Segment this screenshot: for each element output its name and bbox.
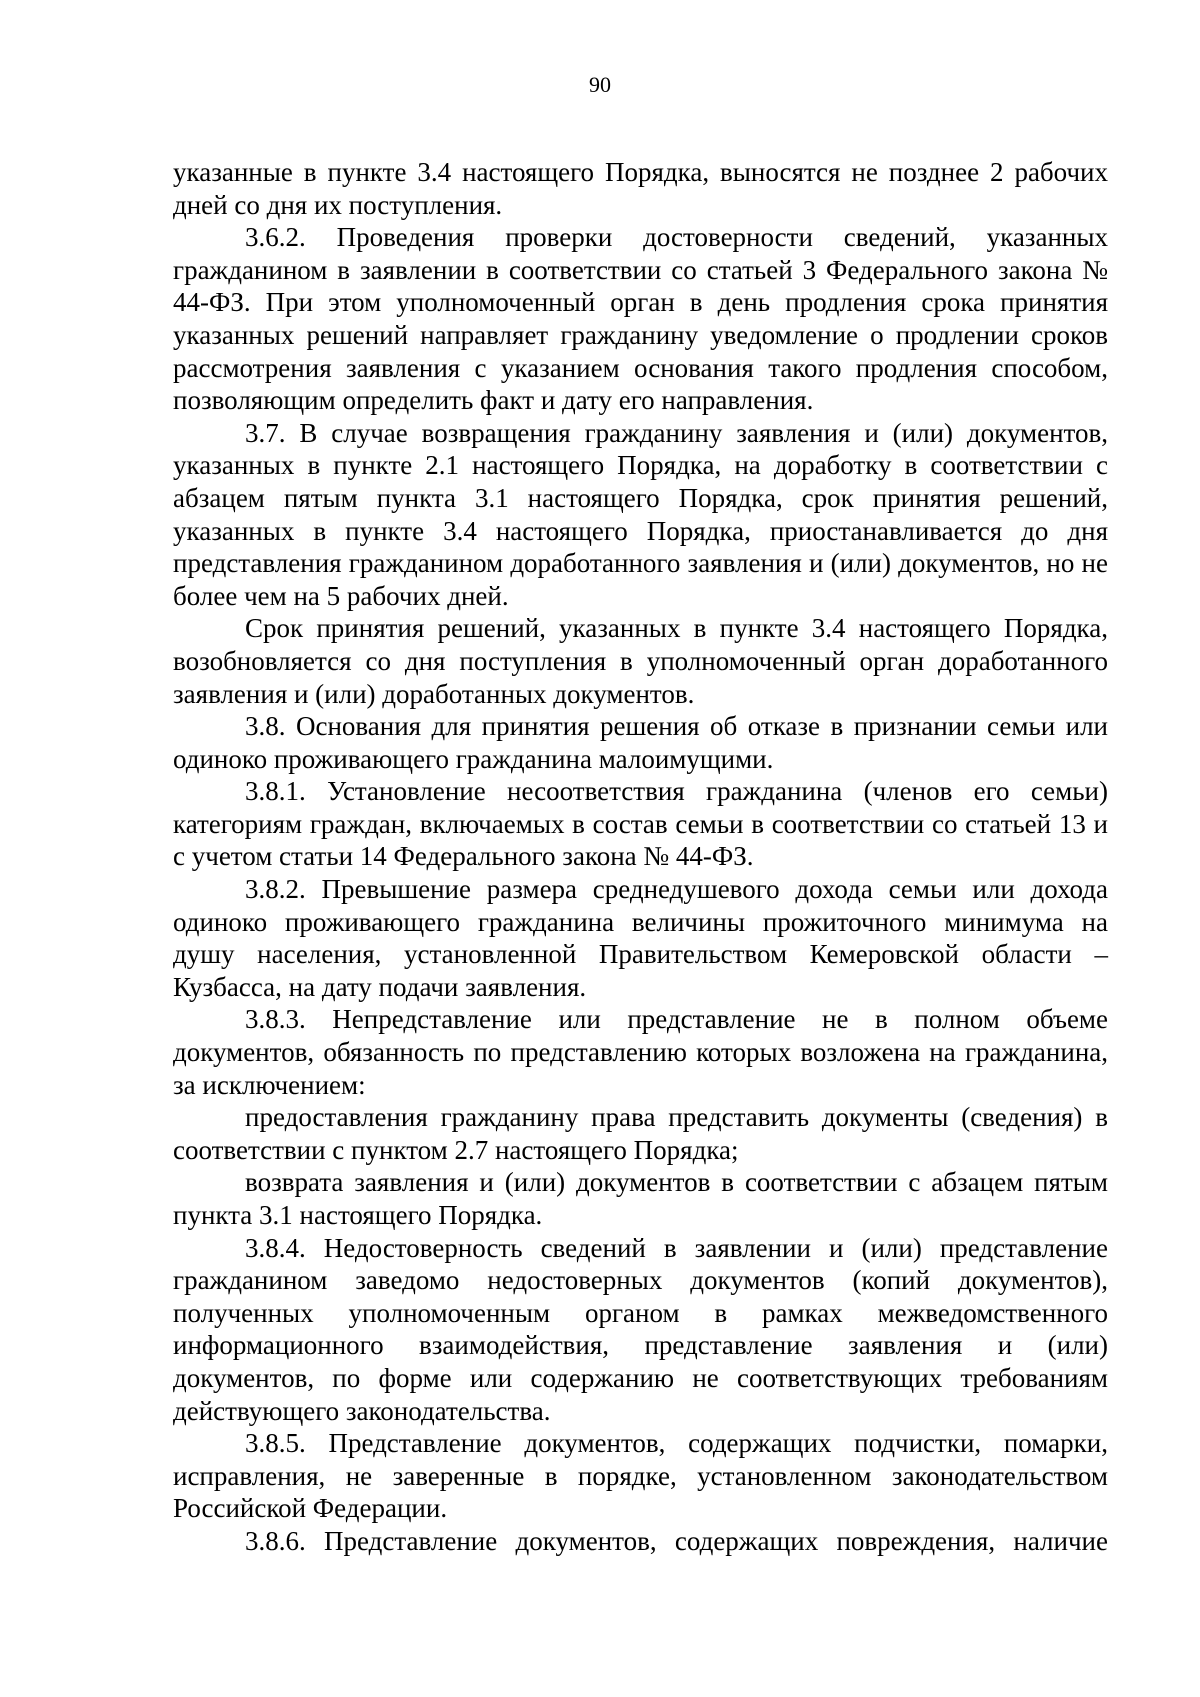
document-body bbox=[173, 156, 1108, 1558]
paragraph-3-8-6: 3.8.6. Представление документов, содержащих повреждения, наличие bbox=[245, 1525, 1108, 1556]
paragraph-3-8-3: 3.8.3. Непредставление или представление не в полном объеме документов, обязанность по представлению которых возложена на гражданина, за исключением: bbox=[173, 1004, 1108, 1100]
paragraph-3-7: 3.7. В случае возвращения гражданину заявления и (или) документов, указанных в пункте 2.1 настоящего Порядка, на доработку в соответствии с абзацем пятым пункта 3.1 настоящего Порядка, срок принятия решений, указанных в пункте 3.4 настоящего Порядка, приостанавливается до дня представления гражданином доработанного заявления и (или) документов, но не более чем на 5 рабочих дней. bbox=[173, 417, 1108, 611]
paragraph-3-8-4: 3.8.4. Недостоверность сведений в заявлении и (или) представление гражданином заведомо недостоверных документов (копий документов), полученных уполномоченным органом в рамках межведомственного информационного взаимодействия, представление заявления и (или) документов, по форме или содержанию не соответствующих требованиям действующего законодательства. bbox=[173, 1232, 1108, 1426]
paragraph-3-8-2: 3.8.2. Превышение размера среднедушевого дохода семьи или дохода одиноко проживающего гражданина величины прожиточного минимума на душу населения, установленной Правительством Кемеровской области – Кузбасса, на дату подачи заявления. bbox=[173, 874, 1108, 1002]
paragraph-3-6-2: 3.6.2. Проведения проверки достоверности сведений, указанных гражданином в заявлении в соответствии со статьей 3 Федерального закона № 44-ФЗ. При этом уполномоченный орган в день продления срока принятия указанных решений направляет гражданину уведомление о продлении сроков рассмотрения заявления с указанием основания такого продления способом, позволяющим определить факт и дату его направления. bbox=[173, 222, 1108, 416]
page-number: 90 bbox=[589, 72, 611, 97]
paragraph-3-8-5: 3.8.5. Представление документов, содержащих подчистки, помарки, исправления, не заверенные в порядке, установленном законодательством Российской Федерации. bbox=[173, 1428, 1108, 1524]
paragraph-3-8-1: 3.8.1. Установление несоответствия гражданина (членов его семьи) категориям граждан, включаемых в состав семьи в соответствии со статьей 13 и с учетом статьи 14 Федерального закона № 44-ФЗ. bbox=[173, 776, 1108, 872]
paragraph-continuation: указанные в пункте 3.4 настоящего Порядка, выносятся не позднее 2 рабочих дней со дня их поступления. bbox=[173, 157, 1108, 220]
paragraph-3-8-3-exception-2: возврата заявления и (или) документов в соответствии с абзацем пятым пункта 3.1 настоящего Порядка. bbox=[173, 1167, 1108, 1230]
paragraph-3-8-3-exception-1: предоставления гражданину права представить документы (сведения) в соответствии с пунктом 2.7 настоящего Порядка; bbox=[173, 1102, 1108, 1165]
paragraph-3-8: 3.8. Основания для принятия решения об отказе в признании семьи или одиноко проживающего гражданина малоимущими. bbox=[173, 711, 1108, 774]
paragraph-3-7-resume: Срок принятия решений, указанных в пункте 3.4 настоящего Порядка, возобновляется со дня поступления в уполномоченный орган доработанного заявления и (или) доработанных документов. bbox=[173, 613, 1108, 709]
